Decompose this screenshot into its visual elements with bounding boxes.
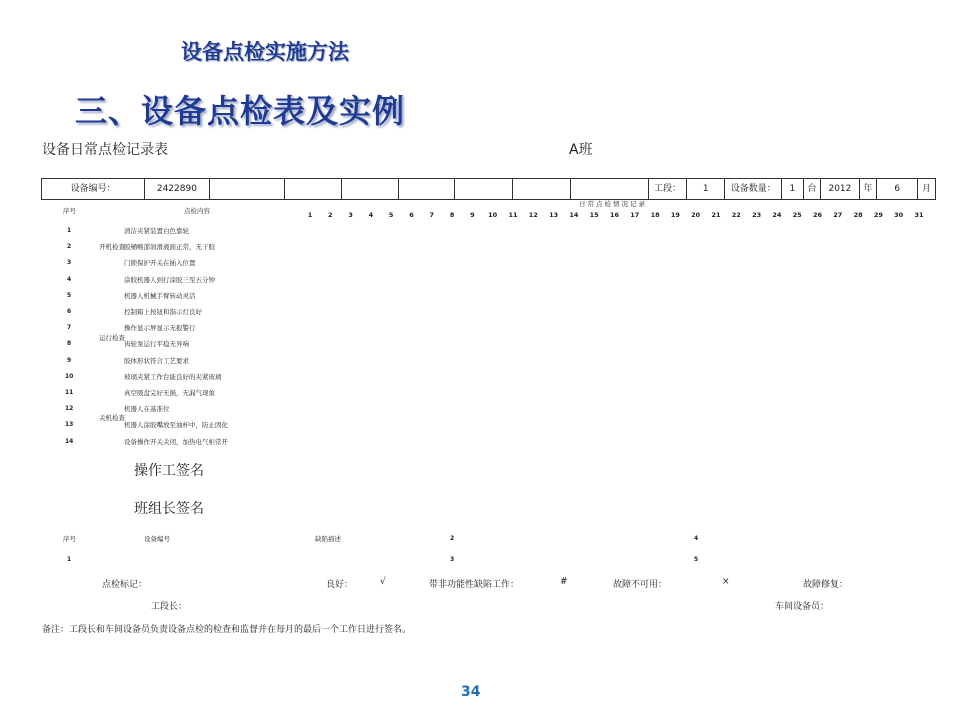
item-text: 控制箱上按钮和指示灯良好 <box>124 308 202 316</box>
blank-cell <box>285 179 342 199</box>
day-header: 31 <box>914 211 924 219</box>
col-seq-header: 序号 <box>63 207 76 215</box>
item-number: 12 <box>65 405 74 413</box>
item-text: 设备操作开关关闭，加热电气柜常开 <box>124 437 228 446</box>
month-label: 月 <box>922 184 932 194</box>
item-number: 6 <box>67 308 72 315</box>
blank-cell <box>455 179 513 199</box>
legend-fail-mark: × <box>722 577 730 587</box>
day-header: 21 <box>711 211 721 219</box>
day-header: 8 <box>449 211 455 219</box>
legend-fixed: 故障修复： <box>803 580 849 590</box>
item-text: 机器人涂胶嘴放至油杯中，防止固化 <box>124 421 228 430</box>
item-number: 14 <box>65 437 74 445</box>
equip-no-value: 2422890 <box>145 179 209 199</box>
item-number: 1 <box>67 227 72 234</box>
section-head-sign: 工段长： <box>151 602 188 612</box>
legend-good: 良好： <box>326 580 354 590</box>
item-number: 13 <box>65 421 74 429</box>
day-header: 11 <box>508 211 518 219</box>
day-header: 1 <box>307 211 313 219</box>
blank-cell <box>342 179 399 199</box>
defect-col-seq: 序号 <box>63 535 76 543</box>
item-number: 4 <box>67 275 72 283</box>
qty-value: 1 <box>782 179 803 199</box>
info-row <box>41 178 936 200</box>
day-header: 16 <box>609 211 620 219</box>
section-label: 工段： <box>649 179 687 199</box>
blank-cell <box>399 179 456 199</box>
item-number: 3 <box>67 259 72 267</box>
legend-good-mark: √ <box>380 577 386 587</box>
workshop-sign: 车间设备员： <box>775 602 830 612</box>
group-label-running: 运行检查 <box>99 334 125 342</box>
item-text: 清洁夹紧装置白色靠轮 <box>124 227 189 235</box>
month-value: 6 <box>877 179 918 199</box>
defect-num: 4 <box>694 535 699 542</box>
year-label: 年 <box>860 179 878 199</box>
day-header: 29 <box>873 211 883 219</box>
blank-cell <box>513 179 571 199</box>
defect-col-equip: 设备编号 <box>144 535 170 543</box>
col-record-header: 日常点检情况记录 <box>579 200 647 208</box>
day-header: 23 <box>752 211 762 219</box>
day-header: 18 <box>650 211 660 219</box>
unit-label: 台 <box>804 179 822 199</box>
form-title: 设备日常点检记录表 <box>42 142 168 158</box>
item-number: 8 <box>67 340 72 348</box>
item-number: 7 <box>67 324 72 332</box>
legend-minor: 带非功能性缺陷工作： <box>429 580 520 590</box>
group-label-startup: 开机检查 <box>99 243 125 251</box>
equip-no-label: 设备编号： <box>42 179 145 199</box>
day-header: 4 <box>368 211 374 219</box>
day-header: 25 <box>792 211 802 219</box>
item-number: 11 <box>65 389 74 396</box>
qty-label: 设备数量： <box>725 179 782 199</box>
defect-col-desc: 缺陷描述 <box>315 535 341 543</box>
day-header: 5 <box>388 211 394 219</box>
slide-title: 三、设备点检表及实例 <box>75 92 406 130</box>
item-text: 门锁保护开关在插入位置 <box>124 259 196 268</box>
day-header: 9 <box>470 211 475 219</box>
day-header: 22 <box>731 211 741 219</box>
day-header: 30 <box>894 211 904 219</box>
leader-signature-label: 班组长签名 <box>134 501 204 517</box>
blank-cell <box>571 179 649 199</box>
legend-label: 点检标记： <box>102 580 148 590</box>
legend-minor-mark: # <box>560 577 568 587</box>
day-header: 2 <box>328 211 333 219</box>
item-text: 玻璃夹紧工作台能良好的夹紧玻璃 <box>124 372 222 381</box>
shift-label: A班 <box>569 142 593 158</box>
item-number: 2 <box>67 243 72 251</box>
day-header: 13 <box>549 211 559 219</box>
item-text: 操作显示屏显示无报警行 <box>124 324 196 333</box>
day-header: 27 <box>833 211 843 219</box>
defect-num: 5 <box>694 556 699 563</box>
item-text: 齿轮泵运行平稳无异响 <box>124 340 189 349</box>
col-content-header: 点检内容 <box>184 207 210 215</box>
item-text: 机器人在基准位 <box>124 405 170 414</box>
day-header: 6 <box>409 211 414 219</box>
day-header: 15 <box>589 211 599 219</box>
item-number: 10 <box>65 372 74 380</box>
defect-num: 2 <box>450 535 455 542</box>
item-number: 5 <box>67 291 72 299</box>
day-header: 26 <box>812 211 823 219</box>
blank-cell <box>210 179 285 199</box>
day-header: 19 <box>670 211 680 219</box>
note: 备注：工段长和车间设备员负责设备点检的检查和监督并在每月的最后一个工作日进行签名。 <box>42 625 412 635</box>
item-text: 真空吸盘完好无损，无漏气现象 <box>124 389 215 397</box>
day-header: 28 <box>853 211 863 219</box>
defect-num: 1 <box>67 556 72 563</box>
day-header: 14 <box>569 211 579 219</box>
day-header: 12 <box>528 211 538 219</box>
day-header: 7 <box>429 211 435 219</box>
section-value: 1 <box>687 179 725 199</box>
item-text: 胶桶喉部润滑液面正常，无干胶 <box>124 243 215 252</box>
item-text: 涂胶机器人到行涂胶三至五分钟 <box>124 275 215 284</box>
day-header: 17 <box>630 211 640 219</box>
page-number: 34 <box>461 684 481 700</box>
item-text: 机器人机械手臂转动灵活 <box>124 291 196 300</box>
item-number: 9 <box>67 356 72 364</box>
day-header: 20 <box>691 211 701 219</box>
operator-signature-label: 操作工签名 <box>134 463 204 479</box>
slide-header: 设备点检实施方法 <box>181 40 349 64</box>
group-label-shutdown: 关机检查 <box>99 414 125 422</box>
legend-fail: 故障不可用： <box>613 580 668 590</box>
day-columns <box>300 211 930 221</box>
item-text: 胶体形状符合工艺要求 <box>124 356 189 365</box>
day-header: 3 <box>348 211 353 219</box>
day-header: 10 <box>488 211 498 219</box>
year-value: 2012 <box>821 179 859 199</box>
defect-num: 3 <box>450 556 455 563</box>
day-header: 24 <box>772 211 782 219</box>
